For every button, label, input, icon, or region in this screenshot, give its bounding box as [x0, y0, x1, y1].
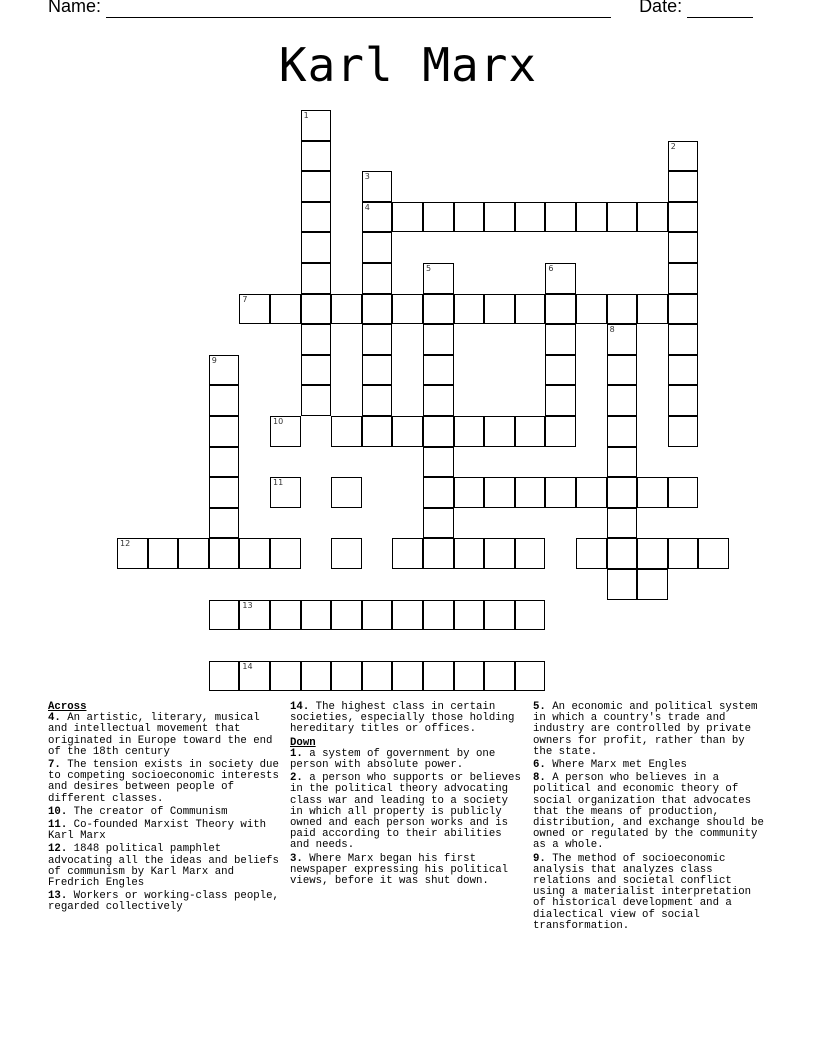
grid-cell[interactable]	[362, 355, 393, 386]
grid-cell[interactable]	[423, 508, 454, 539]
clue-number: 10	[273, 417, 284, 426]
grid-cell[interactable]	[484, 477, 515, 508]
grid-cell[interactable]	[484, 202, 515, 233]
grid-cell[interactable]	[454, 477, 485, 508]
grid-cell[interactable]	[331, 294, 362, 325]
grid-cell[interactable]	[423, 538, 454, 569]
grid-cell[interactable]	[515, 661, 546, 692]
grid-cell[interactable]	[209, 385, 240, 416]
grid-cell[interactable]	[607, 569, 638, 600]
grid-cell[interactable]	[301, 263, 332, 294]
grid-cell[interactable]	[423, 294, 454, 325]
grid-cell[interactable]	[515, 416, 546, 447]
grid-cell[interactable]	[362, 294, 393, 325]
grid-cell[interactable]	[209, 508, 240, 539]
date-label: Date:	[639, 0, 683, 16]
clue-number: 5	[426, 264, 432, 273]
grid-cell[interactable]	[484, 661, 515, 692]
grid-cell[interactable]	[423, 477, 454, 508]
grid-cell[interactable]	[607, 416, 638, 447]
grid-cell[interactable]	[209, 355, 240, 386]
grid-cell[interactable]	[454, 538, 485, 569]
grid-cell[interactable]	[362, 263, 393, 294]
grid-cell[interactable]	[178, 538, 209, 569]
header-line	[48, 0, 768, 18]
clue-down-2: 2. a person who supports or believes in the political theory advocating class war and leading to a society in which all property is publicly owned and each person works and is paid according to their abilities and needs.	[290, 772, 521, 852]
grid-cell[interactable]	[668, 202, 699, 233]
clue-across-10: 10. The creator of Communism	[48, 805, 228, 818]
grid-cell[interactable]	[515, 294, 546, 325]
grid-cell[interactable]	[239, 538, 270, 569]
grid-cell[interactable]	[270, 538, 301, 569]
grid-cell[interactable]	[515, 477, 546, 508]
grid-cell[interactable]	[239, 600, 270, 631]
grid-cell[interactable]	[239, 294, 270, 325]
grid-cell[interactable]	[209, 661, 240, 692]
grid-cell[interactable]	[423, 600, 454, 631]
grid-cell[interactable]	[454, 294, 485, 325]
clue-down-3: 3. Where Marx began his first newspaper expressing his political views, before it was shut down.	[290, 852, 509, 888]
grid-cell[interactable]	[545, 385, 576, 416]
grid-cell[interactable]	[423, 324, 454, 355]
clue-across-14: 14. The highest class in certain societies, especially those holding hereditary titles or offices.	[290, 701, 515, 736]
clue-across-11: 11. Co-founded Marxist Theory with Karl Marx	[48, 819, 267, 843]
grid-cell[interactable]	[270, 477, 301, 508]
grid-cell[interactable]	[607, 294, 638, 325]
grid-cell[interactable]	[239, 661, 270, 692]
grid-cell[interactable]	[117, 538, 148, 569]
grid-cell[interactable]	[484, 294, 515, 325]
clue-number: 8	[609, 325, 615, 335]
clues-column-3	[533, 702, 769, 934]
grid-cell[interactable]	[209, 600, 240, 631]
grid-cell[interactable]	[637, 569, 668, 600]
grid-cell[interactable]	[637, 477, 668, 508]
grid-cell[interactable]	[423, 202, 454, 233]
grid-cell[interactable]	[454, 202, 485, 233]
grid-cell[interactable]	[331, 477, 362, 508]
grid-cell[interactable]	[515, 202, 546, 233]
name-field[interactable]	[106, 0, 611, 18]
grid-cell[interactable]	[362, 171, 393, 202]
grid-cell[interactable]	[607, 538, 638, 569]
grid-cell[interactable]	[607, 477, 638, 508]
grid-cell[interactable]	[637, 202, 668, 233]
grid-cell[interactable]	[454, 661, 485, 692]
clue-down-1: 1. a system of government by one person with absolute power.	[290, 747, 496, 772]
grid-cell[interactable]	[362, 661, 393, 692]
clues-column-1	[48, 702, 284, 916]
grid-cell[interactable]	[484, 538, 515, 569]
clue-number: 2	[670, 141, 676, 151]
grid-cell[interactable]	[301, 232, 332, 263]
clue-number: 3	[364, 172, 370, 182]
grid-cell[interactable]	[668, 324, 699, 355]
grid-cell[interactable]	[392, 661, 423, 692]
grid-cell[interactable]	[270, 416, 301, 447]
grid-cell[interactable]	[392, 416, 423, 447]
grid-cell[interactable]	[270, 600, 301, 631]
grid-cell[interactable]	[362, 232, 393, 263]
clue-number: 9	[211, 355, 217, 365]
grid-cell[interactable]	[576, 294, 607, 325]
clue-down-5: 5. An economic and political system in which a country's trade and industry are controlled by private owners for profit, rather than by the state.	[533, 701, 758, 758]
clue-down-9: 9. The method of socioeconomic analysis that analyzes class relations and societal conflict using a materialist interpretation of historical development and a dialectical view of social transformation.	[533, 852, 752, 932]
clue-number: 11	[273, 478, 284, 488]
grid-cell[interactable]	[270, 294, 301, 325]
grid-cell[interactable]	[392, 202, 423, 233]
grid-cell[interactable]	[209, 538, 240, 569]
clue-number: 13	[242, 600, 253, 610]
grid-cell[interactable]	[392, 600, 423, 631]
grid-cell[interactable]	[392, 538, 423, 569]
clue-number: 4	[364, 202, 370, 212]
clue-across-7: 7. The tension exists in society due to competing socioeconomic interests and desires between people of different classes.	[48, 759, 279, 805]
grid-cell[interactable]	[301, 600, 332, 631]
grid-cell[interactable]	[637, 538, 668, 569]
grid-cell[interactable]	[331, 600, 362, 631]
grid-cell[interactable]	[301, 355, 332, 386]
grid-cell[interactable]	[545, 416, 576, 447]
grid-cell[interactable]	[209, 477, 240, 508]
grid-cell[interactable]	[637, 294, 668, 325]
clue-down-6: 6. Where Marx met Engles	[533, 759, 687, 772]
grid-cell[interactable]	[331, 661, 362, 692]
grid-cell[interactable]	[668, 171, 699, 202]
grid-cell[interactable]	[576, 202, 607, 233]
grid-cell[interactable]	[607, 355, 638, 386]
grid-cell[interactable]	[545, 263, 576, 294]
grid-cell[interactable]	[331, 538, 362, 569]
grid-cell[interactable]	[668, 538, 699, 569]
puzzle-title: Karl Marx	[278, 38, 538, 92]
grid-cell[interactable]	[423, 263, 454, 294]
grid-cell[interactable]	[423, 385, 454, 416]
grid-cell[interactable]	[545, 294, 576, 325]
grid-cell[interactable]	[392, 294, 423, 325]
across-heading: Across	[48, 701, 87, 713]
grid-cell[interactable]	[301, 294, 332, 325]
grid-cell[interactable]	[301, 110, 332, 141]
name-label: Name:	[48, 0, 102, 16]
grid-cell[interactable]	[668, 232, 699, 263]
grid-cell[interactable]	[607, 447, 638, 478]
grid-cell[interactable]	[607, 202, 638, 233]
grid-cell[interactable]	[301, 202, 332, 233]
grid-cell[interactable]	[484, 600, 515, 631]
grid-cell[interactable]	[515, 538, 546, 569]
grid-cell[interactable]	[484, 416, 515, 447]
clue-number: 1	[303, 111, 309, 120]
grid-cell[interactable]	[668, 477, 699, 508]
grid-cell[interactable]	[454, 600, 485, 631]
grid-cell[interactable]	[607, 324, 638, 355]
grid-cell[interactable]	[362, 202, 393, 233]
clue-number: 12	[120, 539, 131, 549]
date-field[interactable]	[687, 0, 753, 18]
grid-cell[interactable]	[545, 324, 576, 355]
grid-cell[interactable]	[301, 141, 332, 172]
grid-cell[interactable]	[668, 263, 699, 294]
grid-cell[interactable]	[668, 385, 699, 416]
grid-cell[interactable]	[668, 294, 699, 325]
grid-cell[interactable]	[362, 324, 393, 355]
grid-cell[interactable]	[545, 355, 576, 386]
clue-number: 6	[548, 264, 554, 273]
grid-cell[interactable]	[607, 508, 638, 539]
grid-cell[interactable]	[545, 202, 576, 233]
grid-cell[interactable]	[148, 538, 179, 569]
grid-cell[interactable]	[301, 661, 332, 692]
grid-cell[interactable]	[362, 416, 393, 447]
clues-column-2	[290, 702, 526, 889]
grid-cell[interactable]	[607, 385, 638, 416]
grid-cell[interactable]	[668, 416, 699, 447]
grid-cell[interactable]	[423, 447, 454, 478]
grid-cell[interactable]	[576, 477, 607, 508]
down-heading: Down	[290, 736, 316, 749]
clue-across-13: 13. Workers or working-class people, regarded collectively	[48, 890, 279, 914]
grid-cell[interactable]	[576, 538, 607, 569]
clue-across-12: 12. 1848 political pamphlet advocating all the ideas and beliefs of communism by Karl Marx and Fredrich Engles	[48, 843, 279, 890]
grid-cell[interactable]	[545, 477, 576, 508]
grid-cell[interactable]	[209, 447, 240, 478]
grid-cell[interactable]	[301, 385, 332, 416]
grid-cell[interactable]	[423, 416, 454, 447]
grid-cell[interactable]	[301, 171, 332, 202]
grid-cell[interactable]	[301, 324, 332, 355]
grid-cell[interactable]	[362, 600, 393, 631]
grid-cell[interactable]	[454, 416, 485, 447]
grid-cell[interactable]	[515, 600, 546, 631]
grid-cell[interactable]	[423, 661, 454, 692]
clue-across-4: 4. An artistic, literary, musical and intellectual movement that originated in Europe toward the end of the 18th century	[48, 712, 273, 758]
grid-cell[interactable]	[423, 355, 454, 386]
grid-cell[interactable]	[209, 416, 240, 447]
grid-cell[interactable]	[668, 141, 699, 172]
grid-cell[interactable]	[698, 538, 729, 569]
grid-cell[interactable]	[331, 416, 362, 447]
grid-cell[interactable]	[270, 661, 301, 692]
clue-down-8: 8. A person who believes in a political and economic theory of social organization that advocates that the means of production, distribution, and exchange should be owned or regulated by the community as a whole.	[533, 772, 764, 852]
grid-cell[interactable]	[362, 385, 393, 416]
grid-cell[interactable]	[668, 355, 699, 386]
clue-number: 7	[242, 294, 248, 304]
clue-number: 14	[242, 661, 253, 671]
